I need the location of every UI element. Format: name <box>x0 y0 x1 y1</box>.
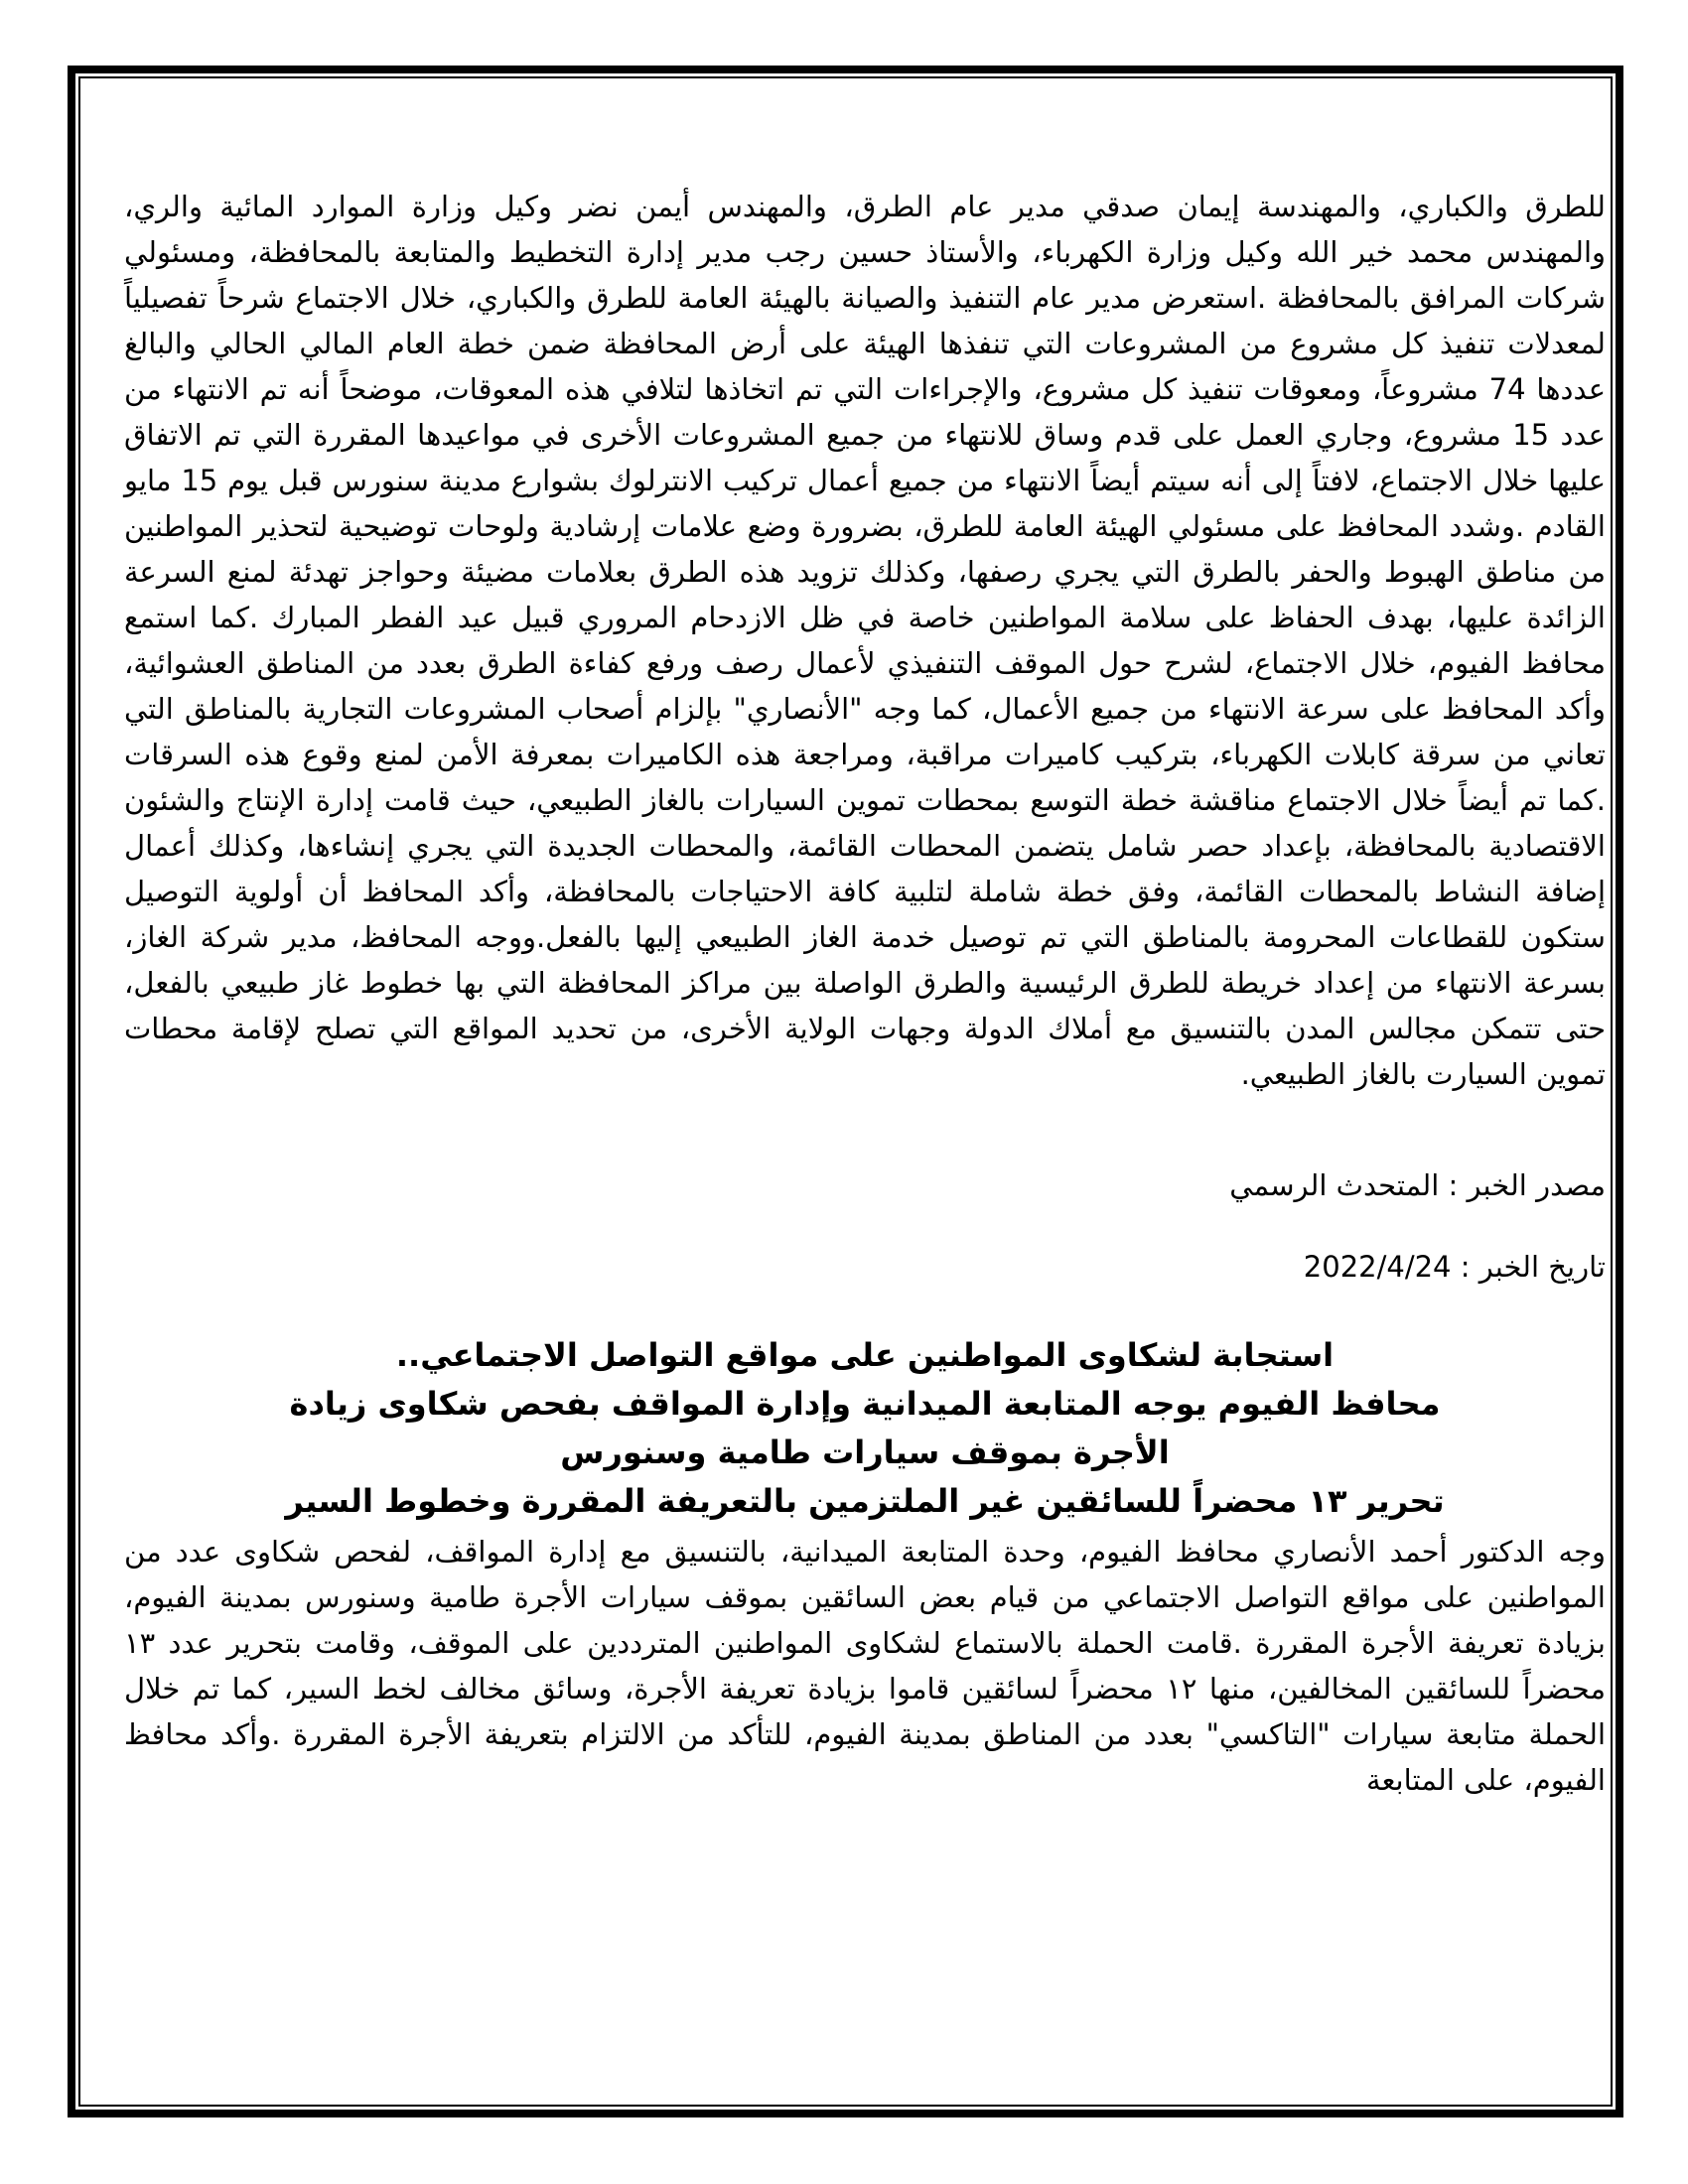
headline-block <box>124 1331 1606 1526</box>
headline-line-1: استجابة لشكاوى المواطنين على مواقع التواصل الاجتماعي.. <box>395 1336 1335 1374</box>
headline-line-4: تحرير ١٣ محضراً للسائقين غير الملتزمين بالتعريفة المقررة وخطوط السير <box>285 1482 1445 1520</box>
news-date-line: تاريخ الخبر : 2022/4/24 <box>1303 1250 1606 1284</box>
headline-line-2: محافظ الفيوم يوجه المتابعة الميدانية وإدارة المواقف بفحص شكاوى زيادة <box>289 1385 1441 1423</box>
headline-line-3: الأجرة بموقف سيارات طامية وسنورس <box>560 1433 1170 1471</box>
campaign-body-paragraph: وجه الدكتور أحمد الأنصاري محافظ الفيوم، وحدة المتابعة الميدانية، بالتنسيق مع إدارة المواقف، لفحص شكاوى عدد من المواطنين على مواقع التواصل الاجتماعي من قيام بعض السائقين بموقف سيارات الأجرة طامية وسنورس بمدينة الفيوم، بزيادة تعريفة الأجرة المقررة .قامت الحملة بالاستماع لشكاوى المواطنين المترددين على الموقف، وقامت بتحرير عدد ١٣ محضراً للسائقين المخالفين، منها ١٢ محضراً لسائقين قاموا بزيادة تعريفة الأجرة، وسائق مخالف لخط السير، كما تم خلال الحملة متابعة سيارات "التاكسي" بعدد من المناطق بمدينة الفيوم، للتأكد من الالتزام بتعريفة الأجرة المقررة .وأكد محافظ الفيوم، على المتابعة <box>124 1535 1606 1797</box>
document-content <box>124 184 1606 1803</box>
news-source-line: مصدر الخبر : المتحدث الرسمي <box>1229 1168 1606 1202</box>
article-body-paragraph: للطرق والكباري، والمهندسة إيمان صدقي مدير عام الطرق، والمهندس أيمن نضر وكيل وزارة الموارد المائية والري، والمهندس محمد خير الله وكيل وزارة الكهرباء، والأستاذ حسين رجب مدير إدارة التخطيط والمتابعة بالمحافظة، ومسئولي شركات المرافق بالمحافظة .استعرض مدير عام التنفيذ والصيانة بالهيئة العامة للطرق والكباري، خلال الاجتماع شرحاً تفصيلياً لمعدلات تنفيذ كل مشروع من المشروعات التي تنفذها الهيئة على أرض المحافظة ضمن خطة العام المالي الحالي والبالغ عددها 74 مشروعاً، ومعوقات تنفيذ كل مشروع، والإجراءات التي تم اتخاذها لتلافي هذه المعوقات، موضحاً أنه تم الانتهاء من عدد 15 مشروع، وجاري العمل على قدم وساق للانتهاء من جميع المشروعات الأخرى في مواعيدها المقررة التي تم الاتفاق عليها خلال الاجتماع، لافتاً إلى أنه سيتم أيضاً الانتهاء من جميع أعمال تركيب الانترلوك بشوارع مدينة سنورس قبل يوم 15 مايو القادم .وشدد المحافظ على مسئولي الهيئة العامة للطرق، بضرورة وضع علامات إرشادية ولوحات توضيحية لتحذير المواطنين من مناطق الهبوط والحفر بالطرق التي يجري رصفها، وكذلك تزويد هذه الطرق بعلامات مضيئة وحواجز تهدئة لمنع السرعة الزائدة عليها، بهدف الحفاظ على سلامة المواطنين خاصة في ظل الازدحام المروري قبيل عيد الفطر المبارك .كما استمع محافظ الفيوم، خلال الاجتماع، لشرح حول الموقف التنفيذي لأعمال رصف ورفع كفاءة الطرق بعدد من المناطق العشوائية، وأكد المحافظ على سرعة الانتهاء من جميع الأعمال، كما وجه "الأنصاري" بإلزام أصحاب المشروعات التجارية بالمناطق التي تعاني من سرقة كابلات الكهرباء، بتركيب كاميرات مراقبة، ومراجعة هذه الكاميرات بمعرفة الأمن لمنع وقوع هذه السرقات .كما تم أيضاً خلال الاجتماع مناقشة خطة التوسع بمحطات تموين السيارات بالغاز الطبيعي، حيث قامت إدارة الإنتاج والشئون الاقتصادية بالمحافظة، بإعداد حصر شامل يتضمن المحطات القائمة، والمحطات الجديدة التي يجري إنشاءها، وكذلك أعمال إضافة النشاط بالمحطات القائمة، وفق خطة شاملة لتلبية كافة الاحتياجات بالمحافظة، وأكد المحافظ أن أولوية التوصيل ستكون للقطاعات المحرومة بالمناطق التي تم توصيل خدمة الغاز الطبيعي إليها بالفعل.ووجه المحافظ، مدير شركة الغاز، بسرعة الانتهاء من إعداد خريطة للطرق الرئيسية والطرق الواصلة بين مراكز المحافظة التي بها خطوط غاز طبيعي بالفعل، حتى تتمكن مجالس المدن بالتنسيق مع أملاك الدولة وجهات الولاية الأخرى، من تحديد المواقع التي تصلح لإقامة محطات تموين السيارت بالغاز الطبيعي. <box>124 190 1607 1091</box>
